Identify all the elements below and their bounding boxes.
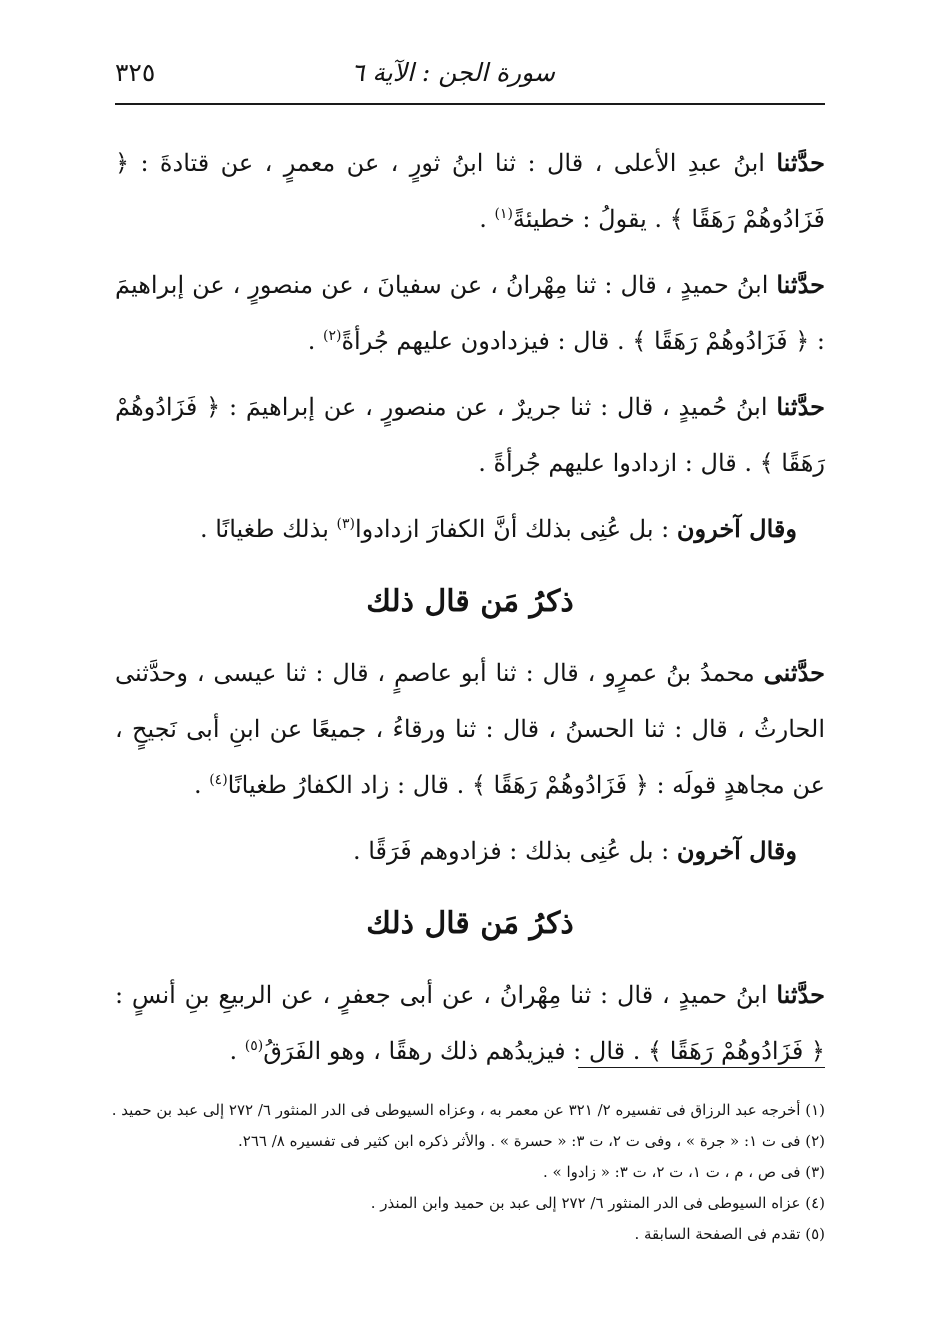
paragraph bbox=[115, 257, 825, 369]
paragraph-text: ابنُ حميدٍ ، قال : ثنا مِهْرانُ ، عن أبى جعفرٍ ، عن الربيعِ بنِ أنسٍ : ﴿ فَزَادُوهُمْ رَهَقًا ﴾ . قال : فيزيدُهم ذلك رهقًا ، وهو الفَرَقُ bbox=[115, 981, 825, 1065]
paragraph-text: : بل عُنِى بذلك أنَّ الكفارَ ازدادوا bbox=[354, 515, 670, 543]
footnote: (١) أخرجه عبد الرزاق فى تفسيره ٢/ ٣٢١ عن معمر به ، وعزاه السيوطى فى الدر المنثور ٦/ ٢٧٢ إلى عبد بن حميد . bbox=[111, 1101, 825, 1119]
paragraph-lead: حدَّثنا bbox=[776, 148, 825, 177]
paragraph-text: ابنُ عبدِ الأعلى ، قال : ثنا ابنُ ثورٍ ، عن معمرٍ ، عن قتادةَ : ﴿ فَزَادُوهُمْ رَهَقًا ﴾ . يقولُ : خطيئةً bbox=[115, 149, 825, 233]
main-text bbox=[115, 135, 825, 1089]
paragraph-lead: حدَّثنا bbox=[776, 392, 825, 421]
paragraph-tail: . bbox=[479, 205, 495, 233]
section-heading: ذكرُ مَن قال ذلك bbox=[366, 584, 574, 619]
paragraph bbox=[115, 967, 825, 1079]
footnote-marker: (٣) bbox=[336, 516, 355, 532]
paragraph-tail: . bbox=[229, 1037, 245, 1065]
footnote-marker: (١) bbox=[494, 206, 513, 222]
footnote-rule bbox=[578, 1067, 825, 1068]
paragraph-lead: وقال آخرون bbox=[676, 514, 797, 543]
footnote-marker: (٤) bbox=[209, 772, 228, 788]
footnote: (٢) فى ت ١: « جرة » ، وفى ت ٢، ت ٣: « حسرة » . والأثر ذكره ابن كثير فى تفسيره ٨/ ٢٦٦. bbox=[238, 1132, 825, 1150]
paragraph-lead: حدَّثنا bbox=[776, 270, 825, 299]
paragraph bbox=[115, 379, 825, 491]
page-number: ٣٢٥ bbox=[115, 58, 156, 87]
paragraph-tail: . bbox=[307, 327, 324, 355]
footnote: (٥) تقدم فى الصفحة السابقة . bbox=[634, 1225, 825, 1243]
paragraph bbox=[115, 501, 825, 557]
footnote-marker: (٥) bbox=[244, 1038, 264, 1054]
paragraph-tail: . bbox=[193, 771, 210, 799]
footnote-marker: (٢) bbox=[323, 328, 342, 344]
paragraph-lead: وقال آخرون bbox=[676, 836, 797, 865]
header-rule bbox=[115, 103, 825, 105]
paragraph-text: محمدُ بنُ عمرٍو ، قال : ثنا أبو عاصمٍ ، قال : ثنا عيسى ، وحدَّثنى الحارثُ ، قال : ثنا الحسنُ ، قال : ثنا ورقاءُ ، جميعًا عن ابنِ أبى نَجيحٍ ، عن مجاهدٍ قولَه : ﴿ فَزَادُوهُمْ رَهَقًا ﴾ . قال : زاد الكفارُ طغيانًا bbox=[115, 659, 825, 799]
footnote: (٣) فى ص ، م ، ت ١، ت ٢، ت ٣: « زادوا » . bbox=[542, 1163, 825, 1181]
paragraph-text: ابنُ حميدٍ ، قال : ثنا مِهْرانُ ، عن سفيانَ ، عن منصورٍ ، عن إبراهيمَ : ﴿ فَزَادُوهُمْ رَهَقًا ﴾ . قال : فيزدادون عليهم جُرأةً bbox=[115, 271, 825, 355]
paragraph-text: : بل عُنِى بذلك : فزادوهم فَرَقًا . bbox=[352, 837, 670, 865]
paragraph-lead: حدَّثنا bbox=[776, 980, 825, 1009]
footnotes bbox=[111, 1095, 825, 1250]
paragraph bbox=[115, 645, 825, 813]
paragraph-tail: بذلك طغيانًا . bbox=[199, 515, 337, 543]
paragraph bbox=[115, 823, 825, 879]
page-header bbox=[115, 56, 825, 100]
paragraph bbox=[115, 135, 825, 247]
footnote: (٤) عزاه السيوطى فى الدر المنثور ٦/ ٢٧٢ إلى عبد بن حميد وابن المنذر . bbox=[370, 1194, 825, 1212]
section-heading: ذكرُ مَن قال ذلك bbox=[366, 906, 574, 941]
paragraph-lead: حدَّثنى bbox=[763, 658, 825, 687]
running-title: سورة الجن : الآية ٦ bbox=[351, 58, 555, 87]
paragraph-text: ابنُ حُميدٍ ، قال : ثنا جريرٌ ، عن منصورٍ ، عن إبراهيمَ : ﴿ فَزَادُوهُمْ رَهَقًا ﴾ . قال : ازدادوا عليهم جُرأةً . bbox=[115, 393, 825, 477]
